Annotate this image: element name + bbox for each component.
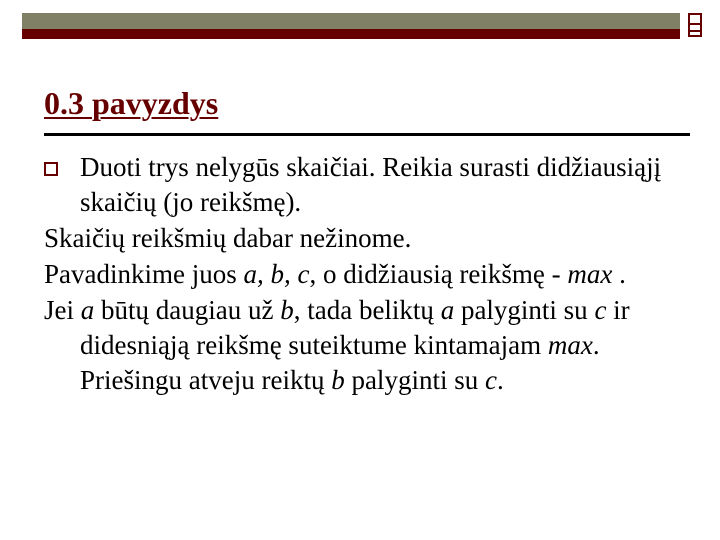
- paragraph-4: [44, 293, 684, 398]
- bullet-paragraph: [44, 150, 684, 220]
- title-divider: [44, 133, 690, 136]
- p4-text-4: palyginti su: [454, 295, 595, 325]
- paragraph-text-1: Duoti trys nelygūs skaičiai. Reikia surasti didžiausiąjį skaičių (jo reikšmę).: [80, 152, 662, 217]
- p4-var-a: a: [80, 295, 95, 325]
- p4-text-6: . Priešingu atveju reiktų: [80, 330, 600, 395]
- p3-variables: a, b, c: [243, 259, 310, 289]
- hollow-square-bullet-icon: [44, 162, 58, 176]
- p4-var-c: c: [594, 295, 607, 325]
- p4-text-1: Jei: [44, 295, 81, 325]
- p3-text-3: .: [612, 259, 626, 289]
- slide-title: 0.3 pavyzdys: [44, 85, 219, 121]
- p3-var-max: max: [567, 259, 613, 289]
- p4-var-c-2: c: [484, 365, 497, 395]
- p4-var-a-2: a: [440, 295, 455, 325]
- p4-var-b: b: [280, 295, 294, 325]
- p4-text-8: .: [496, 365, 504, 395]
- p3-text-2: , o didžiausią reikšmę -: [309, 259, 568, 289]
- p4-var-b-2: b: [331, 365, 345, 395]
- p4-text-2: būtų daugiau už: [94, 295, 281, 325]
- p4-var-max: max: [547, 330, 593, 360]
- header-band-olive: [22, 13, 680, 29]
- p3-text-1: Pavadinkime juos: [44, 259, 244, 289]
- paragraph-2: [44, 221, 684, 256]
- corner-decoration: [688, 13, 702, 37]
- paragraph-3: [44, 257, 684, 292]
- p4-text-3: , tada beliktų: [293, 295, 441, 325]
- header-band-maroon: [22, 29, 680, 39]
- slide-content: [44, 150, 684, 399]
- paragraph-text-2: Skaičių reikšmių dabar nežinome.: [44, 223, 412, 253]
- p4-text-5: ir didesniąją reikšmę suteiktume kintamajam: [80, 295, 630, 360]
- p4-text-7: palyginti su: [344, 365, 485, 395]
